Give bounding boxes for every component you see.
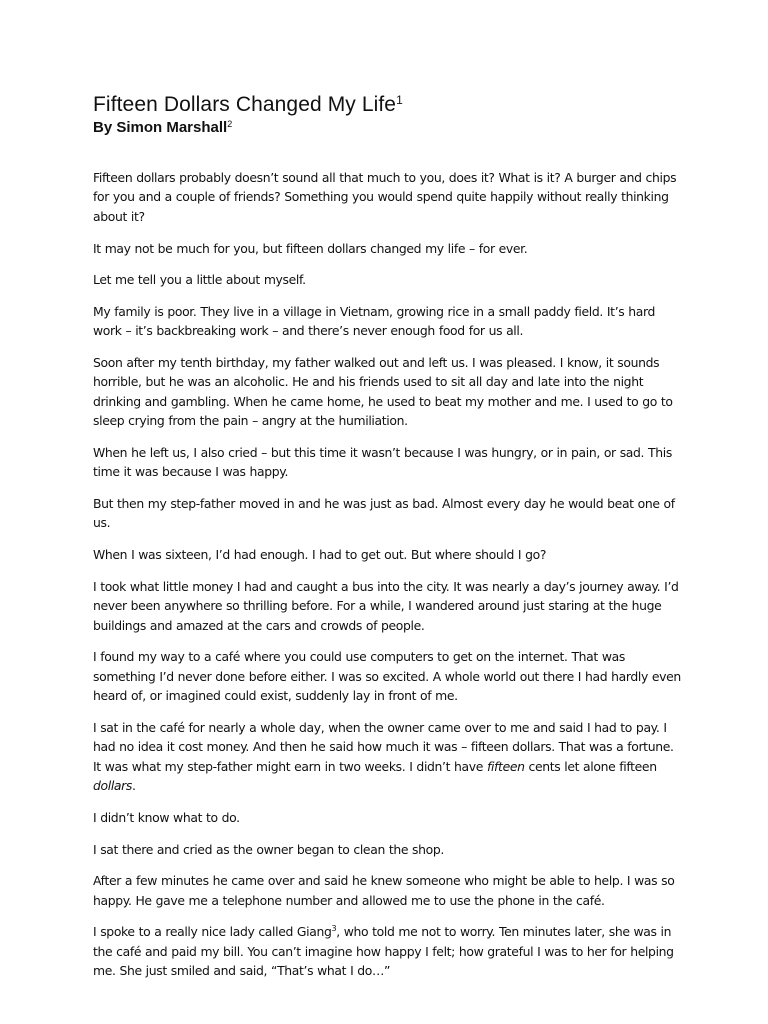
paragraph: My family is poor. They live in a village in Vietnam, growing rice in a small paddy field. It’s hard work – it’s backbreaking work – and there’s never enough food for us all.	[93, 303, 656, 339]
document-title	[93, 92, 683, 118]
text-run: I sat in the café for nearly a whole day, when the owner came over to me and said I had to pay. I had no idea it cost money. And then he said how much it was – fifteen dollars. That was a fortune. It was what my step-father might earn in two weeks. I didn’t have	[93, 719, 674, 774]
paragraph: After a few minutes he came over and said he knew someone who might be able to help. I was so happy. He gave me a telephone number and allowed me to use the phone in the café.	[93, 873, 675, 908]
document-page	[93, 92, 683, 993]
paragraph: I didn’t know what to do.	[93, 809, 240, 825]
text-run: I spoke to a really nice lady called Giang	[93, 924, 332, 940]
paragraph-giang	[93, 922, 683, 980]
text-run: , who told me not to worry. Ten minutes later, she was in the café and paid my bill. You can’t imagine how happy I felt; how grateful I was to her for helping me. She just smiled and said, “That’s what I do…”	[93, 924, 674, 979]
paragraph: When I was sixteen, I’d had enough. I had to get out. But where should I go?	[93, 547, 547, 563]
title-footnote-marker: 1	[396, 93, 403, 107]
byline	[93, 118, 683, 138]
paragraph: I took what little money I had and caught a bus into the city. It was nearly a day’s journey away. I’d never been anywhere so thrilling before. For a while, I wandered around just staring at the huge buildings and amazed at the cars and crowds of people.	[93, 578, 679, 633]
paragraph: When he left us, I also cried – but this time it wasn’t because I was hungry, or in pain, or sad. This time it was because I was happy.	[93, 444, 672, 480]
paragraph: It may not be much for you, but fifteen dollars changed my life – for ever.	[93, 240, 528, 256]
emphasis-dollars: dollars	[93, 778, 133, 794]
byline-text: By Simon Marshall	[93, 119, 228, 136]
text-run: cents let alone fifteen	[524, 758, 657, 774]
paragraph-cafe	[93, 718, 683, 796]
title-text: Fifteen Dollars Changed My Life	[93, 93, 397, 116]
paragraph: I found my way to a café where you could use computers to get on the internet. That was something I’d never done before either. I was so excited. A whole world out there I had hardly even heard of, or imagined could exist, suddenly lay in front of me.	[93, 649, 681, 704]
paragraph: Soon after my tenth birthday, my father walked out and left us. I was pleased. I know, it sounds horrible, but he was an alcoholic. He and his friends used to sit all day and late into the night drinking and gambling. When he came home, he used to beat my mother and me. I used to go to sleep crying from the pain – angry at the humiliation.	[93, 355, 673, 429]
footnote-marker: 3	[331, 924, 337, 934]
paragraph: But then my step-father moved in and he was just as bad. Almost every day he would beat one of us.	[93, 496, 675, 531]
text-run: .	[132, 778, 136, 794]
paragraph: Let me tell you a little about myself.	[93, 272, 306, 288]
paragraph: I sat there and cried as the owner began to clean the shop.	[93, 841, 444, 857]
emphasis-fifteen: fifteen	[486, 758, 525, 774]
paragraph: Fifteen dollars probably doesn’t sound all that much to you, does it? What is it? A burger and chips for you and a couple of friends? Something you would spend quite happily without really thinking about it?	[93, 170, 677, 224]
byline-footnote-marker: 2	[227, 119, 233, 129]
